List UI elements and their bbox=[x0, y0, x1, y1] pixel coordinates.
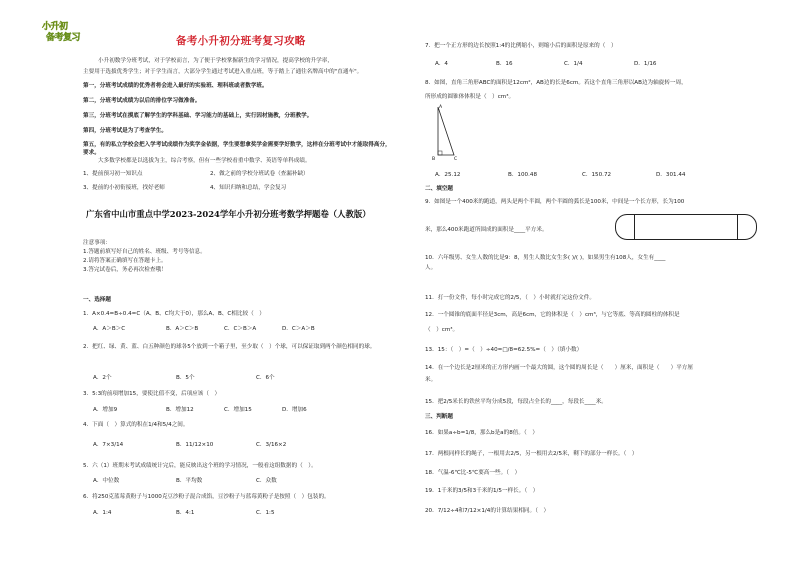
q15: 15．把2/5米长的铁丝平均分成5段，每段占全长的____，每段长____米。 bbox=[425, 399, 607, 405]
q6: 6．将250克蓝莓黄粉子与1000克豆沙粉子混合成馅，豆沙粉子与蓝莓黄粉子是按照（ ）包装的。 bbox=[83, 494, 330, 500]
q9-line-2: 米，那么400米跑道所围成的面积是____平方米。 bbox=[425, 227, 548, 233]
q1: 1．A×0.4=B÷0.4=C（A、B、C均大于0），那么A、B、C相比较（ ） bbox=[83, 311, 265, 317]
q10-line-2: 人。 bbox=[425, 265, 437, 271]
guide-point-2: 第二，分班考试成绩为以后的排位学习做准备。 bbox=[83, 98, 201, 104]
q2-option-b: B．5个 bbox=[176, 375, 195, 381]
q11: 11．打一份文件，每小时完成它的2/5，（ ）小时就打完这份文件。 bbox=[425, 295, 595, 301]
tip-4: 4、知识归纳和总结，学会复习 bbox=[210, 185, 287, 191]
right-triangle-figure bbox=[430, 103, 462, 163]
vertex-c-label: C bbox=[454, 157, 458, 162]
q12-line-2: （ ）cm³。 bbox=[425, 327, 459, 333]
q7-option-c: C．1/4 bbox=[564, 61, 583, 67]
q5-option-a: A．中位数 bbox=[93, 478, 120, 484]
q7-option-a: A．4 bbox=[435, 61, 448, 67]
q5-option-b: B．平均数 bbox=[176, 478, 203, 484]
q8-option-d: D．301.44 bbox=[656, 172, 686, 178]
brand-logo bbox=[40, 17, 80, 45]
vertex-b-label: B bbox=[432, 157, 436, 162]
q5: 5．六（1）班期末考试成绩统计完后，能反映出这个班的学习情况，一般看这组数据的（ ）。 bbox=[83, 463, 317, 469]
tip-1: 1、提前预习初一知识点 bbox=[83, 171, 143, 177]
guide-title: 备考小升初分班考复习攻略 bbox=[176, 35, 306, 47]
guide-intro-1: 小升初数学分班考试，对于学校而言，为了便于学校掌握新生的学习情况，提高学校的升学率， bbox=[98, 58, 333, 64]
q4: 4．下面（ ）算式的积在1/4和5/4之间。 bbox=[83, 422, 189, 428]
q7: 7．把一个正方形的边长按照1:4的比例缩小，则缩小后的面积是原来的（ ） bbox=[425, 43, 617, 49]
guide-point-5: 第五，有的私立学校会把入学考试成绩作为奖学金依据，学生要想拿奖学金需要学好数学，这样在分班考试中才能取得高分， bbox=[83, 142, 391, 148]
q2-option-a: A．2个 bbox=[93, 375, 112, 381]
q1-option-c: C．C＞B＞A bbox=[224, 326, 257, 332]
q16: 16．如果a÷b=1/8，那么b是a的8倍。（ ） bbox=[425, 430, 538, 436]
notes-title: 注意事项： bbox=[83, 240, 111, 246]
q1-option-b: B．A＞C＞B bbox=[166, 326, 199, 332]
note-2: 2.请将答案正确填写在答题卡上。 bbox=[83, 258, 167, 264]
q20: 20．7/12÷4和7/12×1/4的计算结果相同。（ ） bbox=[425, 508, 550, 514]
track-rectangle bbox=[634, 214, 738, 240]
guide-point-3: 第三，分班考试在摸底了解学生的学科基础、学习能力的基础上，实行因材施教，分班教学。 bbox=[83, 113, 313, 119]
guide-paragraph: 大多数学校都是以选拔为主，综合考察，但有一些学校看重中数学、英语等单科成绩。 bbox=[98, 158, 311, 164]
q8: 8．如图，直角三角形ABC的面积是12cm²，AB边的长是6cm。若这个直角三角形以AB边为轴旋转一周， bbox=[425, 80, 687, 86]
q2: 2．把红、绿、黄、蓝、白五种颜色的球各5个放到一个箱子里，至少取（ ）个球，可以保证取到两个颜色相同的球。 bbox=[83, 344, 376, 350]
q9: 9．如图是一个400米的跑道，两头是两个半圆，两个半圆的弧长是100米，中间是一个长方形，长为100 bbox=[425, 199, 685, 205]
guide-point-4: 第四，分班考试是为了考查学生。 bbox=[83, 128, 167, 134]
q4-option-b: B．11/12×10 bbox=[176, 442, 214, 448]
tip-2: 2、做之前的学校分班试卷（查漏补缺） bbox=[210, 171, 309, 177]
guide-point-1: 第一，分班考试成绩的优秀者将会进入最好的实验班、理科班或者数学班。 bbox=[83, 83, 268, 89]
guide-point-5b: 要求。 bbox=[83, 150, 100, 156]
q18: 18．气温-6℃比-5℃要高一些。（ ） bbox=[425, 470, 521, 476]
q6-option-a: A．1:4 bbox=[93, 510, 112, 516]
q3-option-b: B．增加12 bbox=[166, 407, 194, 413]
q14-line-2: 米。 bbox=[425, 377, 437, 383]
vertex-a-label: A bbox=[439, 105, 443, 110]
q6-option-b: B．4:1 bbox=[176, 510, 195, 516]
q5-option-c: C．众数 bbox=[256, 478, 277, 484]
guide-intro-2: 主要用于选拔优秀学生；对于学生而言，大部分学生通过考试进入重点班，等于踏上了通往名牌高中的"直通车"。 bbox=[83, 69, 363, 75]
q3-option-a: A．增加9 bbox=[93, 407, 118, 413]
exam-title: 广东省中山市重点中学2023-2024学年小升初分班考数学押题卷（人教版） bbox=[86, 209, 371, 219]
q3-option-c: C．增加15 bbox=[224, 407, 252, 413]
section-choice: 一、选择题 bbox=[83, 297, 111, 303]
q8-option-c: C．150.72 bbox=[582, 172, 612, 178]
logo-line-2: 备考复习 bbox=[46, 33, 81, 43]
q3: 3．5:3的前项增加15，要使比值不变，后项应该（ ） bbox=[83, 391, 221, 397]
q14: 14．在一个边长是2厘米的正方形内画一个最大的圆，这个圆的周长是（ ）厘米，面积是（ ）平方厘 bbox=[425, 365, 693, 371]
q1-option-a: A．A＞B＞C bbox=[93, 326, 126, 332]
q13: 13．15：（ ）=（ ）÷40=□/8=62.5%=（ ）（填小数） bbox=[425, 347, 583, 353]
q8-option-a: A．25.12 bbox=[435, 172, 461, 178]
q7-option-b: B．16 bbox=[496, 61, 513, 67]
track-figure bbox=[615, 214, 757, 240]
q4-option-a: A．7×3/14 bbox=[93, 442, 124, 448]
q3-option-d: D．增加6 bbox=[282, 407, 307, 413]
q7-option-d: D．1/16 bbox=[634, 61, 657, 67]
q4-option-c: C．3/16×2 bbox=[256, 442, 287, 448]
q19: 19．1千米的3/5和3千米的1/5一样长。（ ） bbox=[425, 488, 539, 494]
tip-3: 3、提前的小初衔接班，找好老师 bbox=[83, 185, 165, 191]
note-3: 3.答完试卷后，务必再次检查哦！ bbox=[83, 267, 167, 273]
section-judge: 三、判断题 bbox=[425, 414, 453, 420]
q10: 10．六年级男、女生人数的比是9：8，男生人数比女生多( )/( )，如果男生有108人，女生有____ bbox=[425, 255, 666, 261]
q1-option-d: D．C＞A＞B bbox=[282, 326, 315, 332]
q8-line-2: 所形成的圆锥体体积是（ ）cm³。 bbox=[425, 94, 515, 100]
section-fill: 二、填空题 bbox=[425, 186, 453, 192]
q2-option-c: C．6个 bbox=[256, 375, 275, 381]
note-1: 1.答题前填写好自己的姓名、班级、考号等信息。 bbox=[83, 249, 206, 255]
logo-line-1: 小升初 bbox=[42, 22, 68, 32]
q6-option-c: C．1:5 bbox=[256, 510, 275, 516]
q8-option-b: B．100.48 bbox=[508, 172, 538, 178]
q17: 17．两根同样长的绳子，一根用去2/5，另一根用去2/5米，剩下的部分一样长。（ ） bbox=[425, 451, 638, 457]
q12: 12．一个圆锥的底面半径是3cm，高是6cm，它的体积是（ ）cm³，与它等底、等高的圆柱的体积是 bbox=[425, 312, 680, 318]
